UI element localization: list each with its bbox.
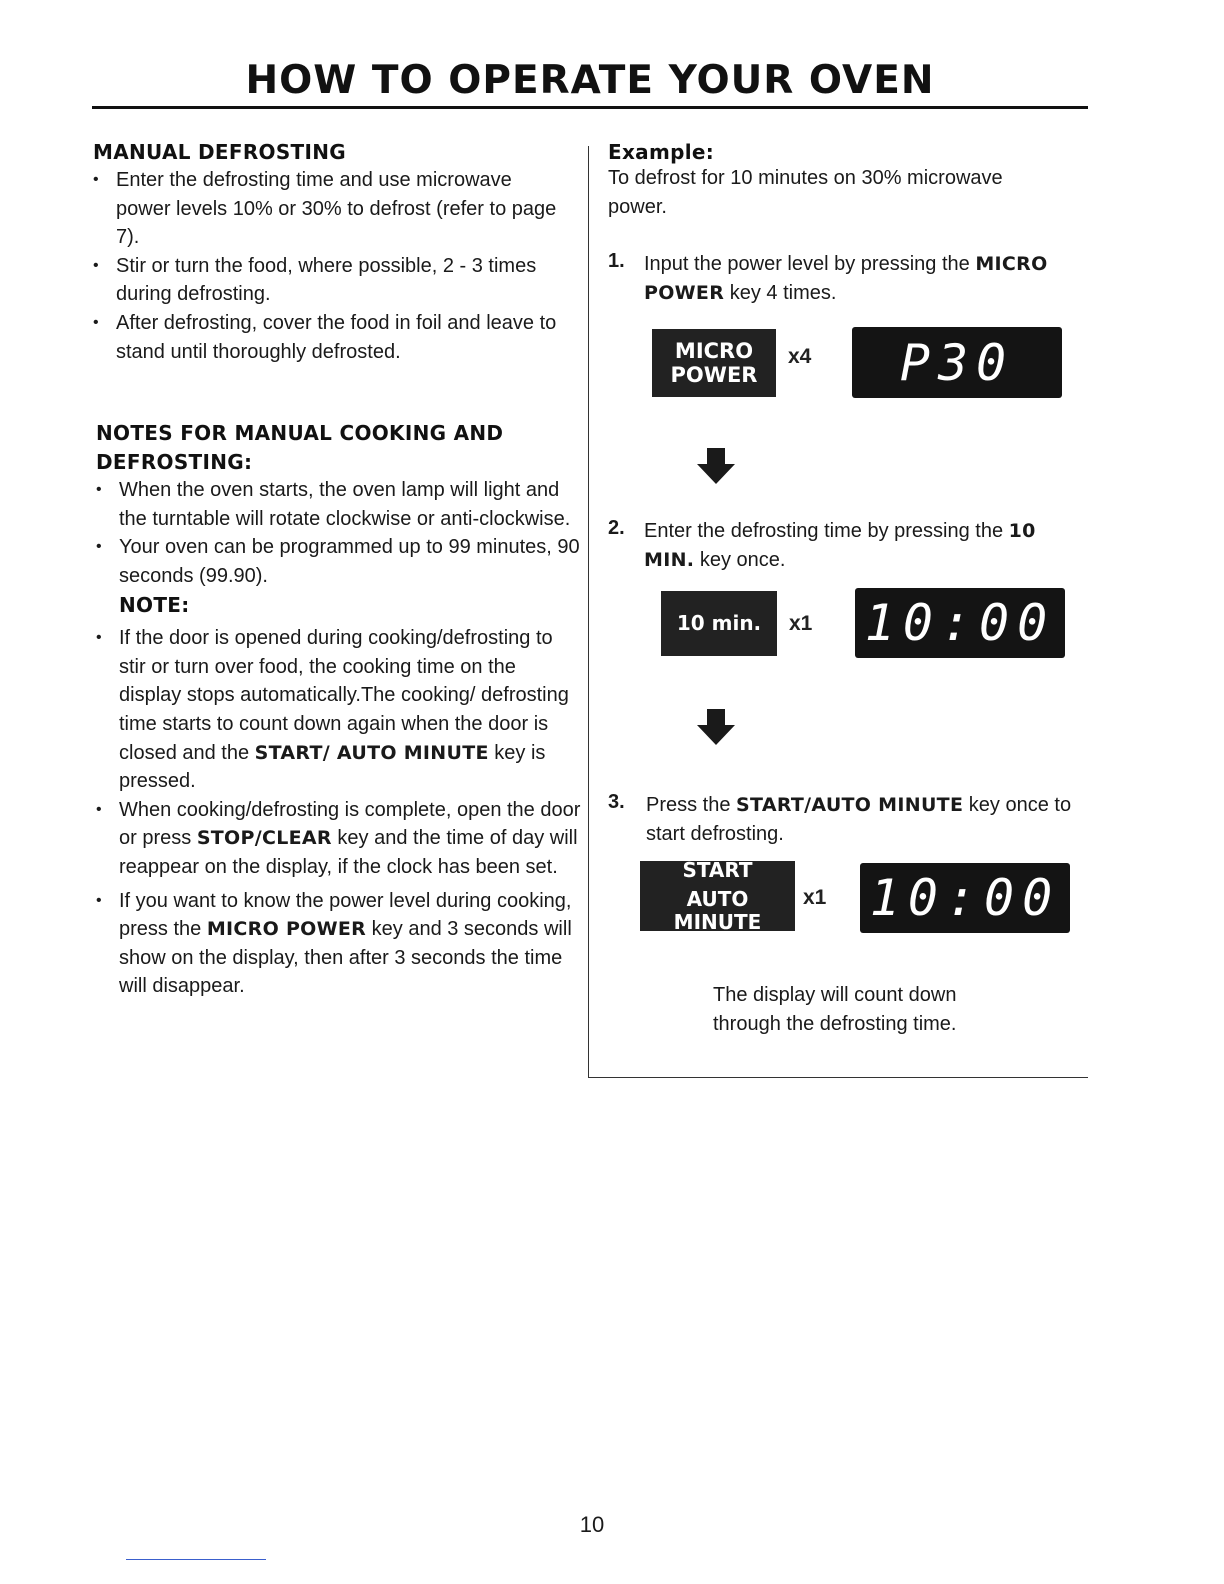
- press-count: x1: [789, 612, 813, 635]
- key-label: AUTO MINUTE: [673, 886, 762, 934]
- list-item: • When the oven starts, the oven lamp will light and the turntable will rotate clockwise or anti-clockwise.: [96, 476, 581, 533]
- step-text: [644, 250, 1078, 307]
- bullet-text: If the door is opened during cooking/defrosting to stir or turn over food, the cooking time on the display stops automatically.The cooking/ defrosting time starts to count down again when the door is closed and the: [119, 627, 569, 764]
- manual-defrosting-list: [93, 166, 563, 366]
- step-number: 3.: [608, 791, 625, 813]
- note-label: NOTE:: [119, 592, 190, 617]
- down-arrow-icon: [696, 446, 736, 486]
- list-item: [96, 887, 581, 1001]
- notes-heading: NOTES FOR MANUAL COOKING AND DEFROSTING:: [96, 421, 504, 474]
- page-title: HOW TO OPERATE YOUR OVEN: [245, 58, 935, 103]
- list-item: • After defrosting, cover the food in foil and leave to stand until thoroughly defrosted.: [93, 309, 563, 366]
- micro-power-key[interactable]: [652, 329, 776, 397]
- press-count: x1: [803, 886, 827, 909]
- keyword-micro-power: MICRO POWER: [206, 918, 367, 941]
- bullet-text: When cooking/defrosting is complete, open the door or press: [119, 798, 581, 850]
- lcd-display: 10:00: [855, 588, 1065, 658]
- bullet-text: If you want to know the power level during cooking, press the: [119, 889, 572, 941]
- step-text-part: Input the power level by pressing the: [644, 253, 976, 275]
- list-item: [96, 624, 581, 796]
- notes-section: [96, 419, 581, 1001]
- bottom-rule: [588, 1077, 1088, 1078]
- bullet-text: key and the time of day will reappear on the display, if the clock has been set.: [119, 827, 578, 878]
- key-label: MICRO: [674, 338, 754, 363]
- bullet-text: key and 3 seconds will show on the display, then after 3 seconds the time will disappear.: [119, 918, 572, 998]
- lcd-display: P30: [852, 327, 1062, 398]
- start-auto-minute-key[interactable]: [640, 857, 795, 934]
- key-label: START: [682, 857, 753, 882]
- bullet-text: key is pressed.: [119, 741, 546, 793]
- step-text-part: key once to start defrosting.: [646, 794, 1072, 845]
- down-arrow-icon: [696, 707, 736, 747]
- list-item: • Enter the defrosting time and use microwave power levels 10% or 30% to defrost (refer to page 7).: [93, 166, 563, 252]
- example-intro: To defrost for 10 minutes on 30% microwave power.: [608, 167, 1003, 218]
- step-text-part: key once.: [694, 548, 786, 571]
- keyword-start-auto-minute: START/ AUTO MINUTE: [254, 741, 489, 764]
- step-text: [646, 791, 1078, 848]
- list-item: • Stir or turn the food, where possible, 2 - 3 times during defrosting.: [93, 252, 563, 309]
- list-item: [96, 796, 581, 882]
- notes-list: [96, 476, 581, 590]
- footer-link-underline: [126, 1559, 266, 1560]
- title-rule: [92, 106, 1088, 109]
- list-item: • Your oven can be programmed up to 99 minutes, 90 seconds (99.90).: [96, 533, 581, 590]
- step-number: 1.: [608, 250, 625, 272]
- key-label: POWER: [670, 363, 758, 387]
- keyword-stop-clear: STOP/CLEAR: [196, 827, 332, 850]
- page-number: 10: [579, 1512, 605, 1537]
- step-text: [644, 517, 1078, 574]
- lcd-display: 10:00: [860, 863, 1070, 933]
- step-3: [608, 791, 1078, 848]
- key-label: 10 min.: [676, 611, 762, 635]
- example-heading: Example:: [608, 140, 715, 164]
- step-number: 2.: [608, 517, 625, 539]
- countdown-note: The display will count down through the defrosting time.: [713, 984, 957, 1035]
- notes-list-continued: [96, 624, 581, 1001]
- step-text-part: key 4 times.: [724, 281, 837, 304]
- step-2: [608, 517, 1078, 574]
- example-column: [608, 140, 1078, 1035]
- keyword-micro-power: MICRO POWER: [644, 253, 1048, 304]
- step-text-part: Enter the defrosting time by pressing the: [644, 520, 1009, 542]
- keyword-10-min: 10 MIN.: [644, 520, 1036, 571]
- manual-defrosting-section: [93, 140, 563, 366]
- manual-defrosting-heading: MANUAL DEFROSTING: [93, 140, 347, 164]
- step-1: [608, 250, 1078, 307]
- press-count: x4: [788, 345, 812, 368]
- ten-min-key[interactable]: [661, 591, 777, 656]
- keyword-start-auto-minute: START/AUTO MINUTE: [736, 794, 964, 816]
- column-divider: [588, 146, 589, 1078]
- step-text-part: Press the: [646, 794, 737, 816]
